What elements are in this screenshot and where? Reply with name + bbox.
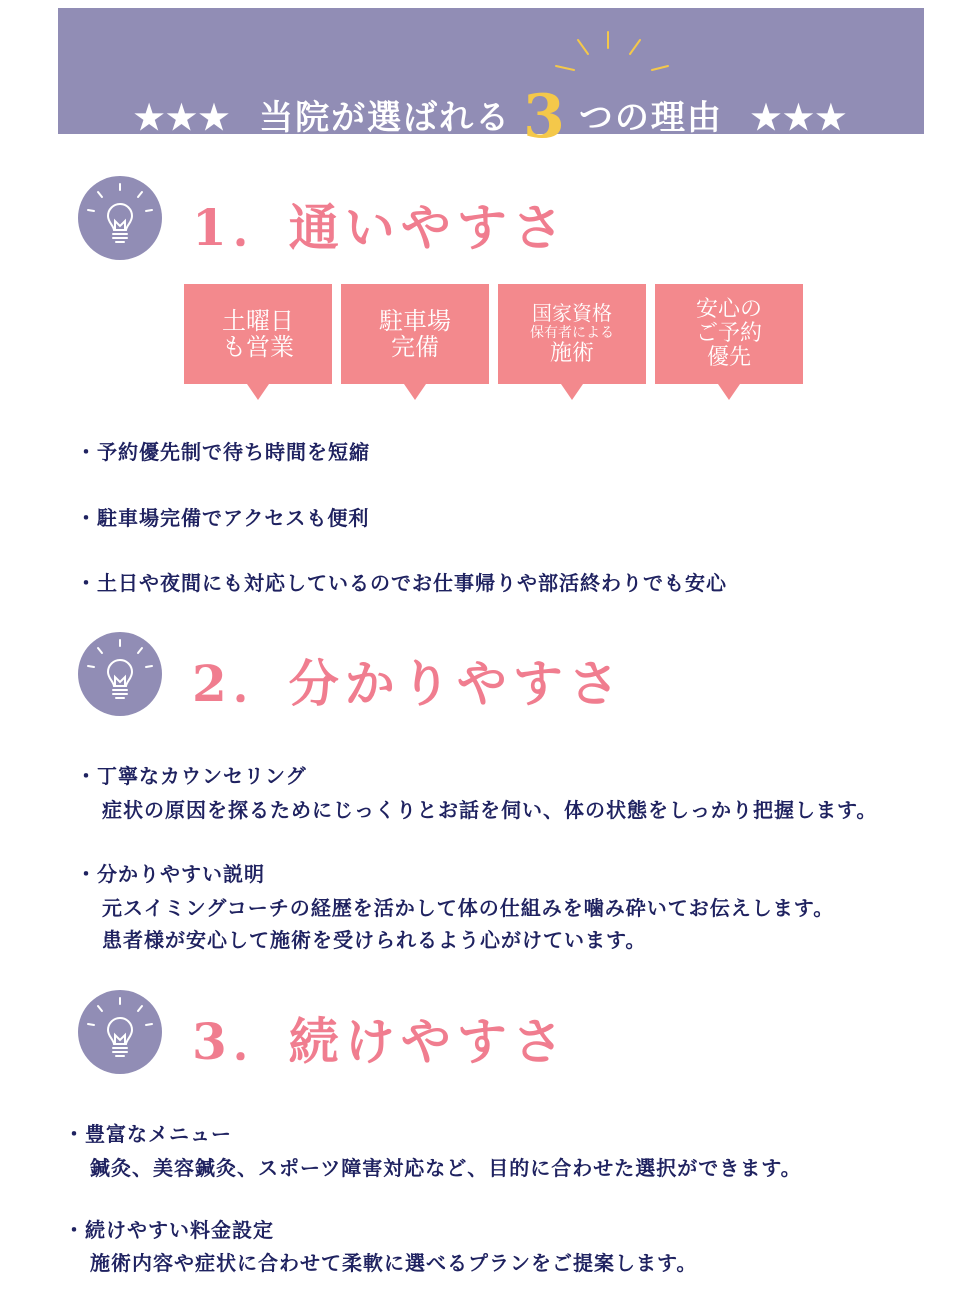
- bullet-item: ・駐車場完備でアクセスも便利: [76, 506, 370, 530]
- light-bulb-icon: [78, 176, 162, 260]
- feature-line: 駐車場: [379, 307, 451, 335]
- banner-text-after: つの理由: [578, 98, 723, 138]
- feature-line: 土曜日: [222, 307, 294, 335]
- feature-badge-parking: [341, 284, 489, 384]
- banner-number: 3: [523, 82, 567, 152]
- item-heading: ・分かりやすい説明: [76, 862, 265, 886]
- banner-text-before: 当院が選ばれる: [259, 98, 512, 138]
- light-bulb-icon: [78, 632, 162, 716]
- item-text: 鍼灸、美容鍼灸、スポーツ障害対応など、目的に合わせた選択ができます。: [90, 1156, 802, 1180]
- item-text: 患者様が安心して施術を受けられるよう心がけています。: [102, 928, 647, 952]
- stars-left: ★★★: [133, 98, 232, 138]
- item-heading: ・続けやすい料金設定: [64, 1218, 274, 1242]
- feature-line: 国家資格: [532, 301, 612, 325]
- bullet-item: ・予約優先制で待ち時間を短縮: [76, 440, 370, 464]
- item-text: 施術内容や症状に合わせて柔軟に選べるプランをご提案します。: [90, 1251, 698, 1275]
- feature-badge-saturday: [184, 284, 332, 384]
- light-bulb-icon: [78, 990, 162, 1074]
- feature-line: 保有者による: [530, 325, 614, 341]
- section-title-2: 2．分かりやすさ: [192, 654, 625, 713]
- feature-line: ご予約: [695, 321, 762, 346]
- sparkle-rays: [548, 26, 678, 86]
- bullet-item: ・土日や夜間にも対応しているのでお仕事帰りや部活終わりでも安心: [76, 571, 727, 595]
- item-heading: ・豊富なメニュー: [64, 1122, 232, 1146]
- header-banner: [58, 8, 924, 152]
- feature-line: も営業: [222, 333, 294, 361]
- feature-badge-licensed: [498, 284, 646, 384]
- item-text: 症状の原因を探るためにじっくりとお話を伺い、体の状態をしっかり把握します。: [102, 798, 878, 822]
- section-title-3: 3．続けやすさ: [192, 1012, 569, 1071]
- feature-badge-reservation: [655, 284, 803, 384]
- section-title-1: 1．通いやすさ: [192, 198, 569, 257]
- stars-right: ★★★: [750, 98, 849, 138]
- item-heading: ・丁寧なカウンセリング: [76, 764, 307, 788]
- feature-line: 完備: [391, 333, 439, 361]
- feature-line: 施術: [549, 341, 594, 366]
- item-text: 元スイミングコーチの経歴を活かして体の仕組みを噛み砕いてお伝えします。: [102, 896, 835, 920]
- banner-heading: [58, 82, 924, 152]
- feature-line: 安心の: [695, 297, 762, 322]
- feature-line: 優先: [706, 345, 751, 370]
